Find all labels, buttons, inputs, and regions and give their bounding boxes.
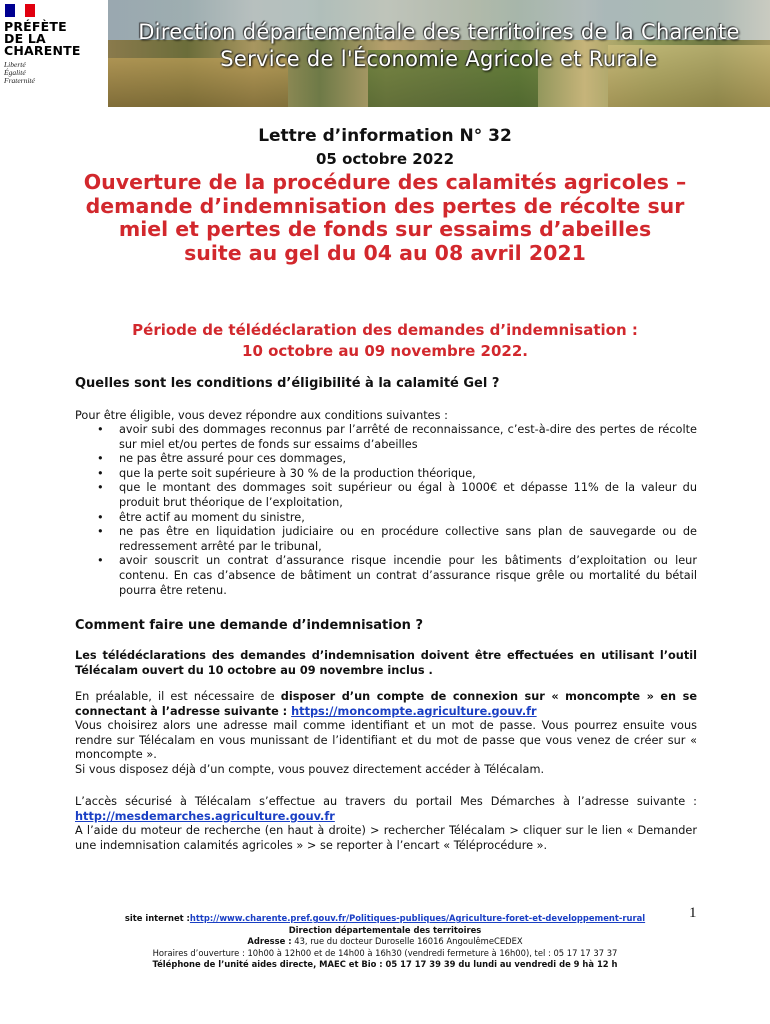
list-item: • avoir souscrit un contrat d’assurance risque incendie pour les bâtiments d’exploitation ou leur contenu. En cas d’absence de bâtiment un contrat d’assurance risque grêle ou mortalité du bétail pourra être retenu. bbox=[75, 554, 697, 598]
list-item: • que la perte soit supérieure à 30 % de la production théorique, bbox=[75, 467, 697, 482]
eligibility-heading: Quelles sont les conditions d’éligibilité à la calamité Gel ? bbox=[75, 376, 500, 391]
list-item: • être actif au moment du sinistre, bbox=[75, 511, 697, 526]
prefecture-name: PRÉFÈTE DE LA CHARENTE bbox=[4, 19, 81, 58]
list-item: • ne pas être en liquidation judiciaire ou en procédure collective sans plan de sauvegarde ou de redressement arrêté par le tribunal, bbox=[75, 525, 697, 554]
newsletter-date: 05 octobre 2022 bbox=[315, 150, 455, 168]
list-item: • ne pas être assuré pour ces dommages, bbox=[75, 452, 697, 467]
french-flag-icon bbox=[5, 4, 35, 17]
list-item: • avoir subi des dommages reconnus par l’arrêté de reconnaissance, c’est-à-dire des pertes de récolte sur miel et/ou pertes de fonds sur essaims d’abeilles bbox=[75, 423, 697, 452]
page-footer: site internet :http://www.charente.pref.gouv.fr/Politiques-publiques/Agriculture-foret-et-developpement-rural Direction départementale des territoires Adresse : 43, rue du docteur Duroselle 16016 AngoulêmeCEDEX Horaires d’ouverture : 10h00 à 12h00 et de 14h00 à 16h30 (vendredi fermeture à 16h00), tel : 05 17 17 37 37 Téléphone de l’unité aides directe, MAEC et Bio : 05 17 17 39 39 du lundi au vendredi de 9 hà 12 h bbox=[124, 913, 646, 970]
declaration-period: Période de télédéclaration des demandes d’indemnisation : 10 octobre au 09 novembre 2022. bbox=[132, 321, 638, 360]
account-paragraph: En préalable, il est nécessaire de disposer d’un compte de connexion sur « moncompte » en se connectant à l’adresse suivante : https://moncompte.agriculture.gouv.fr Vous choisirez alors une adresse mail comme identifiant et un mot de passe. Vous pourrez ensuite vous rendre sur Télécalam en vous munissant de l’identifiant et du mot de passe que vous venez de créer sur « moncompte ». Si vous disposez déjà d’un compte, vous pouvez directement accéder à Télécalam. bbox=[75, 690, 697, 776]
how-to-apply-heading: Comment faire une demande d’indemnisation ? bbox=[75, 618, 423, 633]
banner-subtitle: Service de l'Économie Agricole et Rurale bbox=[220, 47, 658, 71]
eligibility-list bbox=[75, 423, 697, 598]
teledeclaration-notice: Les télédéclarations des demandes d’indemnisation doivent être effectuées en utilisant l’outil Télécalam ouvert du 10 octobre au 09 novembre inclus . bbox=[75, 649, 697, 677]
republic-motto: Liberté Égalité Fraternité bbox=[4, 60, 35, 85]
newsletter-number: Lettre d’information N° 32 bbox=[258, 126, 512, 146]
main-title: Ouverture de la procédure des calamités agricoles – demande d’indemnisation des pertes de récolte sur miel et pertes de fonds sur essaims d’abeilles suite au gel du 04 au 08 avril 2021 bbox=[83, 170, 687, 265]
prefecture-logo bbox=[0, 0, 108, 107]
list-item: • que le montant des dommages soit supérieur ou égal à 1000€ et dépasse 11% de la valeur du produit brut théorique de l’exploitation, bbox=[75, 481, 697, 510]
moncompte-link[interactable]: https://moncompte.agriculture.gouv.fr bbox=[291, 704, 537, 718]
header-banner bbox=[108, 0, 770, 107]
page-number: 1 bbox=[689, 905, 697, 921]
eligibility-intro: Pour être éligible, vous devez répondre aux conditions suivantes : bbox=[75, 409, 448, 422]
banner-title: Direction départementale des territoires de la Charente bbox=[138, 20, 740, 44]
access-paragraph: L’accès sécurisé à Télécalam s’effectue au travers du portail Mes Démarches à l’adresse suivante : http://mesdemarches.agriculture.gouv.fr A l’aide du moteur de recherche (en haut à droite) > rechercher Télécalam > cliquer sur le lien « Demander une indemnisation calamités agricoles » > se reporter à l’encart « Téléprocédure ». bbox=[75, 795, 697, 852]
mesdemarches-link[interactable]: http://mesdemarches.agriculture.gouv.fr bbox=[75, 809, 335, 823]
prefecture-website-link[interactable]: http://www.charente.pref.gouv.fr/Politiques-publiques/Agriculture-foret-et-developpement-rural bbox=[189, 913, 646, 923]
page-header bbox=[0, 0, 770, 107]
